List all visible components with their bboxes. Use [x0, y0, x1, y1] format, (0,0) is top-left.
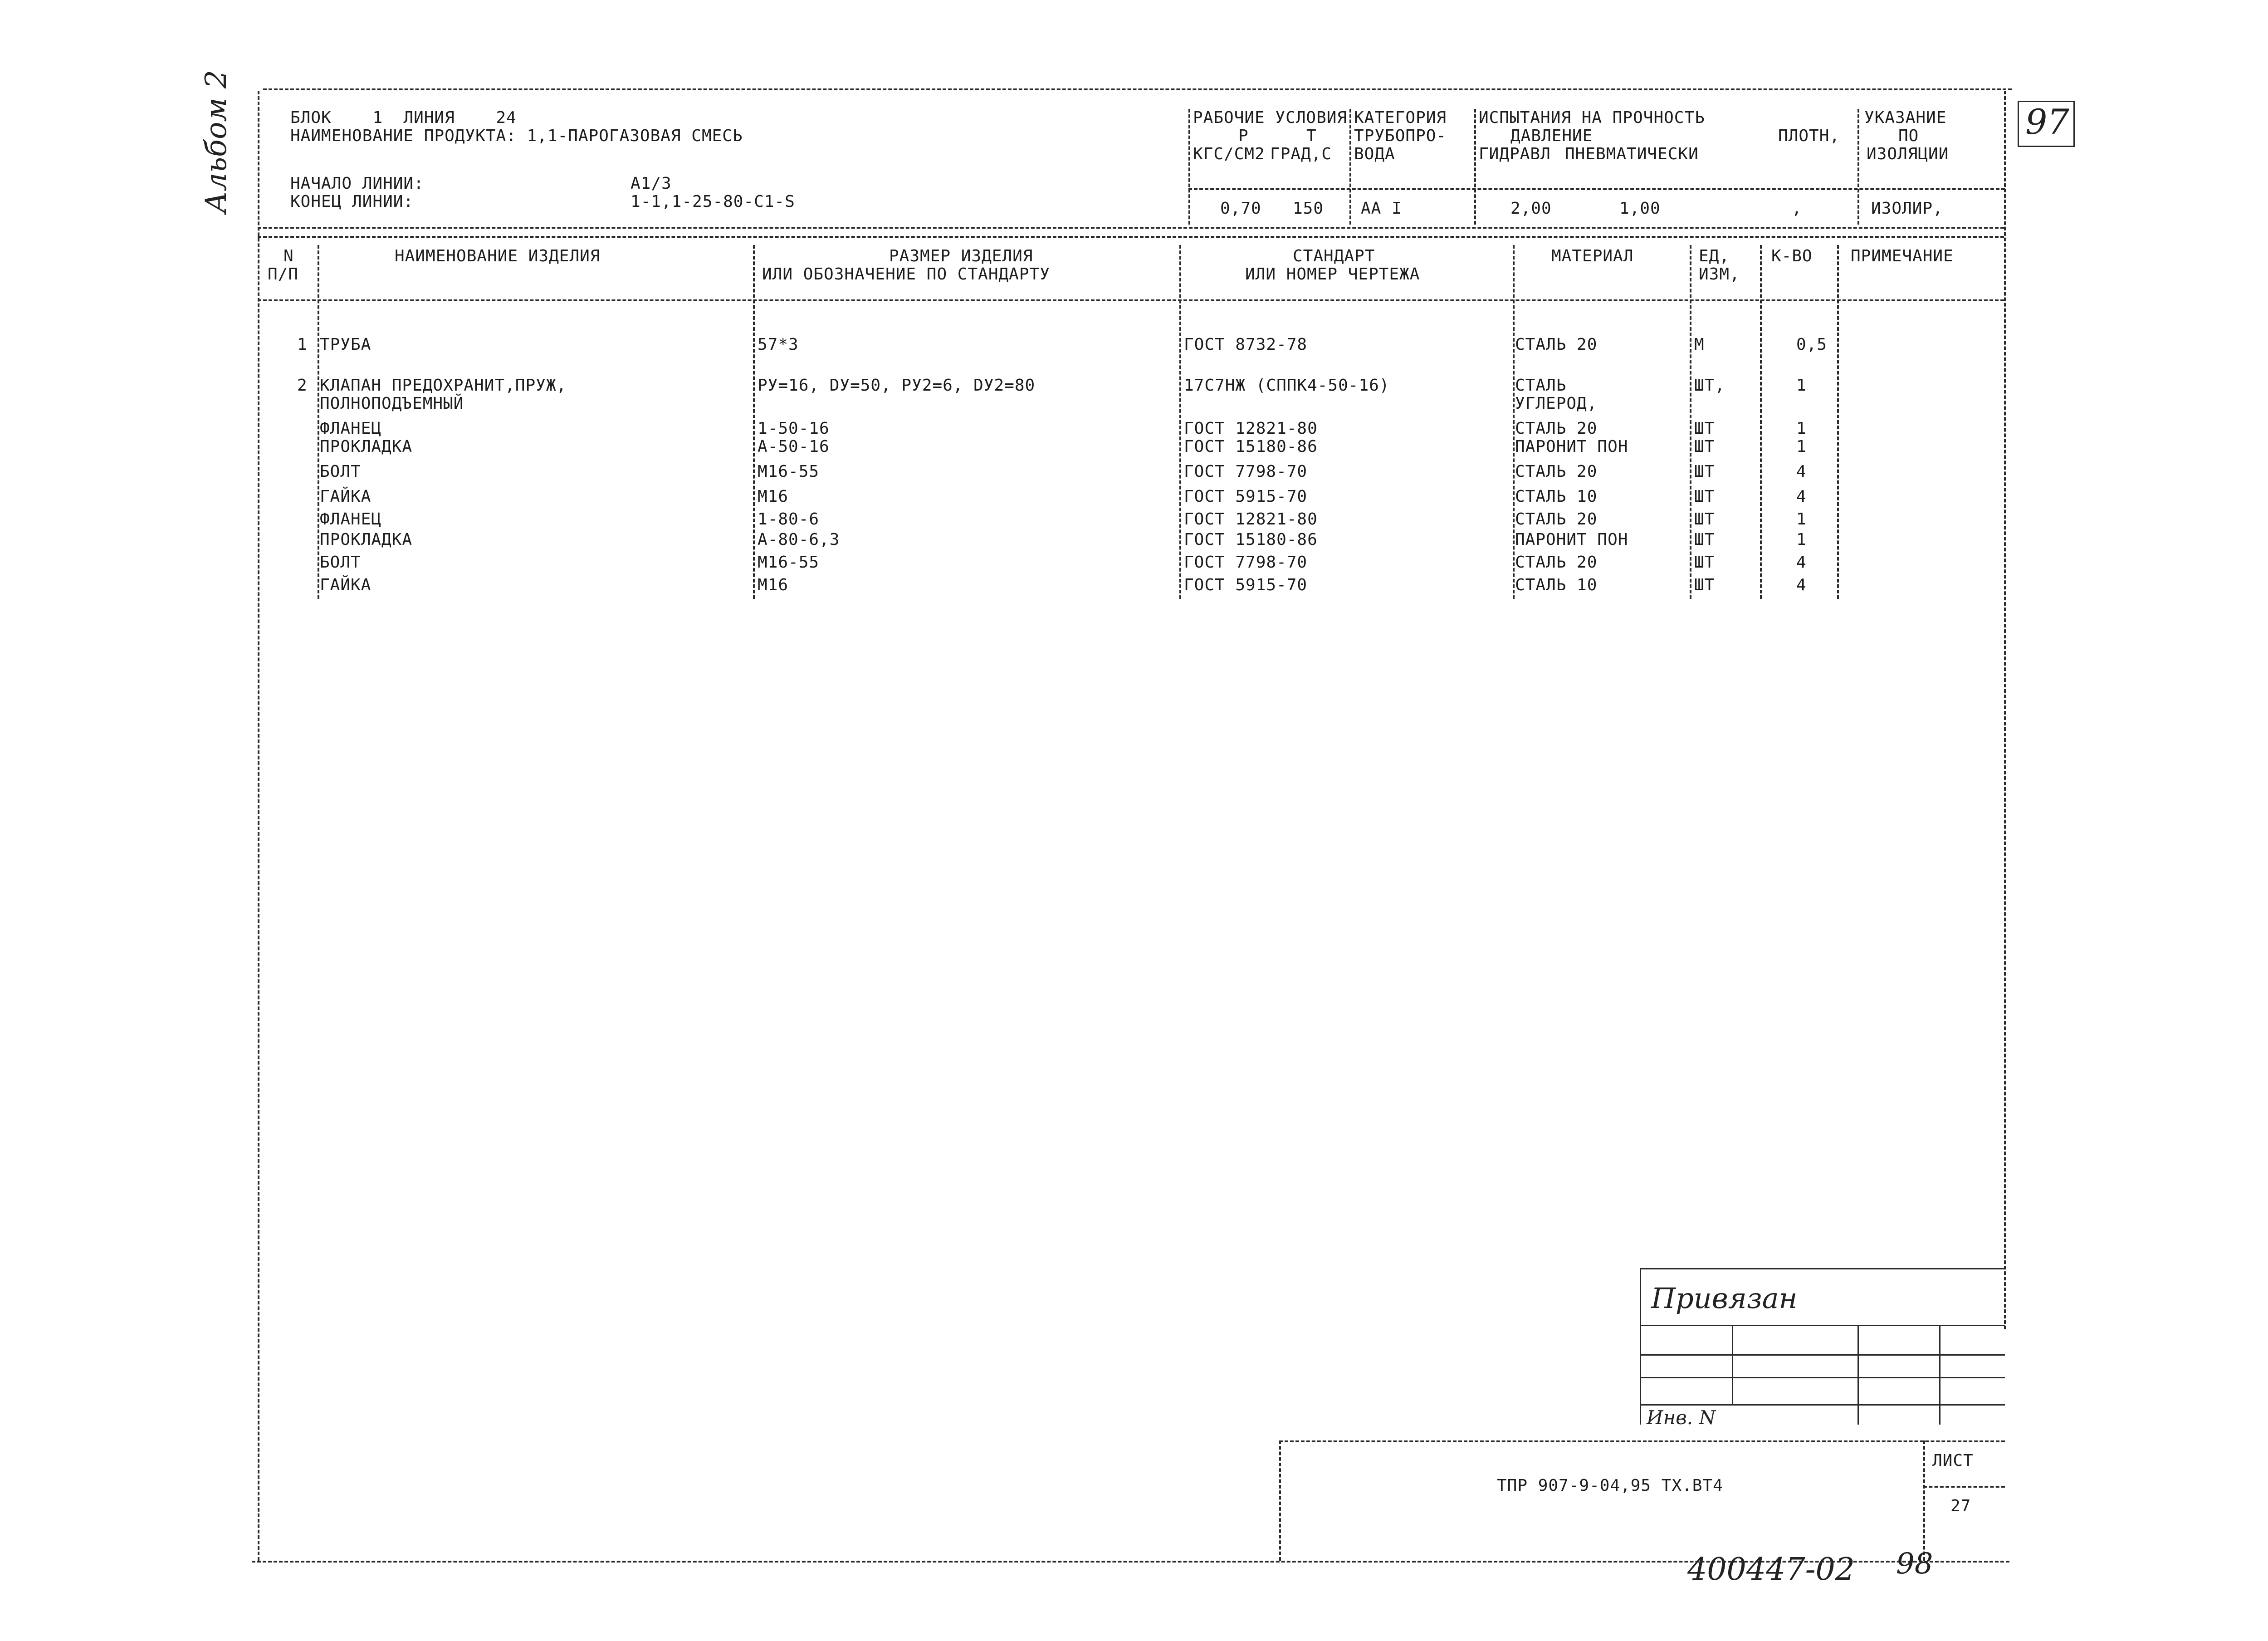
cond-sep-3	[1474, 109, 1476, 225]
item-material: СТАЛЬ 20	[1515, 462, 1598, 481]
item-qty: 1	[1796, 530, 1807, 549]
cond-sub-dens: ПЛОТН,	[1778, 127, 1840, 145]
item-name: ГАЙКА	[320, 487, 371, 506]
cond-sep-4	[1857, 109, 1859, 225]
stamp-row-2	[1640, 1354, 2005, 1356]
item-material: ПАРОНИТ ПОН	[1515, 530, 1628, 549]
row-number: 1	[297, 335, 308, 354]
col-header-std: СТАНДАРТ	[1293, 247, 1375, 265]
item-name: БОЛТ	[320, 553, 361, 572]
footer-handwritten-code: 400447-02	[1687, 1552, 1855, 1587]
item-standard: ГОСТ 8732-78	[1184, 335, 1308, 354]
cond-title-test: ИСПЫТАНИЯ НА ПРОЧНОСТЬ	[1479, 108, 1705, 127]
item-name: ГАЙКА	[320, 576, 371, 594]
footer-page-number: 98	[1896, 1547, 1933, 1581]
col-header-size-2: ИЛИ ОБОЗНАЧЕНИЕ ПО СТАНДАРТУ	[762, 265, 1050, 284]
cond-sub-pressure: ДАВЛЕНИЕ	[1510, 127, 1593, 145]
item-unit: ШТ	[1694, 437, 1715, 456]
cond-value-hyd: 2,00	[1510, 199, 1552, 218]
cond-value-p: 0,70	[1220, 199, 1261, 218]
cond-unit-insul: ИЗОЛЯЦИИ	[1867, 145, 1949, 163]
item-material: СТАЛЬ 20	[1515, 419, 1598, 438]
columns-bottom-line	[258, 299, 2004, 301]
header-product-name: НАИМЕНОВАНИЕ ПРОДУКТА: 1,1-ПАРОГАЗОВАЯ СМЕСЬ	[290, 127, 743, 145]
item-standard: 17С7НЖ (СППК4-50-16)	[1184, 376, 1390, 395]
cond-value-cat: АА I	[1361, 199, 1402, 218]
title-block-sheet-line	[1923, 1486, 2005, 1488]
item-size: А-80-6,3	[758, 530, 840, 549]
item-size: М16	[758, 487, 789, 506]
col-sep-unit	[1760, 245, 1762, 599]
cond-title-insul: УКАЗАНИЕ	[1864, 108, 1947, 127]
item-standard: ГОСТ 15180-86	[1184, 437, 1318, 456]
item-size: 57*3	[758, 335, 799, 354]
item-size: 1-50-16	[758, 419, 830, 438]
row-number: 2	[297, 376, 308, 395]
sheet-number: 27	[1950, 1497, 1971, 1515]
item-unit: ШТ	[1694, 510, 1715, 529]
item-name: ПОЛНОПОДЪЕМНЫЙ	[320, 394, 464, 413]
item-name: БОЛТ	[320, 462, 361, 481]
col-header-std-2: ИЛИ НОМЕР ЧЕРТЕЖА	[1245, 265, 1420, 284]
cond-title-work: РАБОЧИЕ УСЛОВИЯ	[1193, 108, 1348, 127]
stamp-inv-label: Инв. N	[1647, 1406, 1716, 1429]
item-qty: 1	[1796, 510, 1807, 529]
cond-value-insul: ИЗОЛИР,	[1871, 199, 1943, 218]
header-start-label: НАЧАЛО ЛИНИИ:	[290, 174, 424, 193]
item-standard: ГОСТ 5915-70	[1184, 576, 1308, 594]
item-material: СТАЛЬ 20	[1515, 335, 1598, 354]
item-standard: ГОСТ 12821-80	[1184, 510, 1318, 529]
stamp-row-1	[1640, 1325, 2005, 1326]
header-end-value: 1-1,1-25-80-С1-S	[631, 192, 795, 211]
header-end-label: КОНЕЦ ЛИНИИ:	[290, 192, 414, 211]
cond-unit-pn: ПНЕВМАТИЧЕСКИ	[1565, 145, 1699, 163]
item-qty: 1	[1796, 376, 1807, 395]
cond-value-t: 150	[1293, 199, 1324, 218]
item-qty: 4	[1796, 462, 1807, 481]
title-block-top	[1279, 1440, 2005, 1442]
stamp-bound-label: Привязан	[1651, 1282, 1798, 1315]
cond-sep-2	[1349, 109, 1351, 225]
col-header-size: РАЗМЕР ИЗДЕЛИЯ	[889, 247, 1033, 265]
item-unit: ШТ	[1694, 553, 1715, 572]
header-block-line: БЛОК 1 ЛИНИЯ 24	[290, 108, 517, 127]
item-size: М16-55	[758, 462, 820, 481]
item-qty: 4	[1796, 553, 1807, 572]
item-name: ПРОКЛАДКА	[320, 530, 413, 549]
item-size: М16	[758, 576, 789, 594]
album-note: Альбом 2	[200, 70, 233, 213]
cond-sep-1	[1188, 109, 1190, 225]
item-material: УГЛЕРОД,	[1515, 394, 1598, 413]
sheet-label: ЛИСТ	[1932, 1451, 1974, 1470]
item-material: СТАЛЬ 20	[1515, 510, 1598, 529]
item-qty: 4	[1796, 576, 1807, 594]
item-name: КЛАПАН ПРЕДОХРАНИТ,ПРУЖ,	[320, 376, 567, 395]
col-header-note: ПРИМЕЧАНИЕ	[1851, 247, 1954, 265]
col-header-num-2: П/П	[268, 265, 299, 284]
cond-unit-p: КГС/СМ2	[1193, 145, 1265, 163]
cond-value-dens: ,	[1792, 199, 1802, 218]
sheet-stamp-number: 97	[2025, 102, 2069, 142]
col-header-name: НАИМЕНОВАНИЕ ИЗДЕЛИЯ	[395, 247, 601, 265]
stamp-row-3	[1640, 1377, 2005, 1378]
title-block-sheet-sep	[1923, 1440, 1925, 1561]
cond-value-pn: 1,00	[1619, 199, 1661, 218]
title-block-left	[1279, 1440, 1281, 1561]
header-bottom-line	[258, 227, 2004, 229]
item-material: СТАЛЬ 10	[1515, 487, 1598, 506]
stamp-col-3	[1939, 1325, 1941, 1425]
col-header-unit-2: ИЗМ,	[1699, 265, 1740, 284]
col-header-num: N	[284, 247, 294, 265]
cond-sub-p: Р	[1238, 127, 1249, 145]
item-unit: ШТ	[1694, 530, 1715, 549]
stamp-top	[1640, 1268, 2005, 1269]
header-start-value: А1/3	[631, 174, 672, 193]
cond-title-cat: КАТЕГОРИЯ	[1354, 108, 1447, 127]
col-sep-name	[753, 245, 755, 599]
cond-sub-pipe: ТРУБОПРО-	[1354, 127, 1447, 145]
col-header-unit: ЕД,	[1699, 247, 1730, 265]
item-standard: ГОСТ 7798-70	[1184, 462, 1308, 481]
col-header-qty: К-ВО	[1771, 247, 1813, 265]
columns-top-line	[258, 236, 2004, 238]
cond-sub-t: Т	[1306, 127, 1317, 145]
item-qty: 4	[1796, 487, 1807, 506]
item-qty: 1	[1796, 437, 1807, 456]
item-qty: 1	[1796, 419, 1807, 438]
item-unit: ШТ	[1694, 419, 1715, 438]
item-unit: ШТ	[1694, 576, 1715, 594]
cond-unit-t: ГРАД,С	[1270, 145, 1332, 163]
item-unit: ШТ,	[1694, 376, 1725, 395]
stamp-left	[1640, 1268, 1641, 1425]
item-standard: ГОСТ 15180-86	[1184, 530, 1318, 549]
col-sep-mat	[1690, 245, 1691, 599]
item-unit: ШТ	[1694, 462, 1715, 481]
item-size: А-50-16	[758, 437, 830, 456]
document-code: ТПР 907-9-04,95 ТХ.ВТ4	[1497, 1476, 1723, 1495]
item-material: СТАЛЬ	[1515, 376, 1567, 395]
stamp-row-4	[1640, 1404, 2005, 1406]
col-header-material: МАТЕРИАЛ	[1551, 247, 1634, 265]
item-size: 1-80-6	[758, 510, 820, 529]
col-sep-std	[1513, 245, 1515, 599]
item-material: СТАЛЬ 10	[1515, 576, 1598, 594]
item-unit: М	[1694, 335, 1705, 354]
item-standard: ГОСТ 12821-80	[1184, 419, 1318, 438]
frame-left	[258, 91, 259, 1561]
col-sep-num	[318, 245, 319, 599]
header-mid-line	[1188, 188, 2005, 190]
cond-unit-hyd: ГИДРАВЛ	[1479, 145, 1551, 163]
item-standard: ГОСТ 5915-70	[1184, 487, 1308, 506]
item-name: ФЛАНЕЦ	[320, 419, 382, 438]
item-unit: ШТ	[1694, 487, 1715, 506]
stamp-col-2	[1857, 1325, 1859, 1425]
item-material: ПАРОНИТ ПОН	[1515, 437, 1628, 456]
item-size: М16-55	[758, 553, 820, 572]
cond-sub-po: ПО	[1898, 127, 1919, 145]
item-qty: 0,5	[1796, 335, 1828, 354]
item-size: PУ=16, DУ=50, PУ2=6, DУ2=80	[758, 376, 1036, 395]
cond-unit-pipe: ВОДА	[1354, 145, 1395, 163]
frame-right	[2004, 91, 2006, 1329]
item-name: ФЛАНЕЦ	[320, 510, 382, 529]
item-name: ПРОКЛАДКА	[320, 437, 413, 456]
item-material: СТАЛЬ 20	[1515, 553, 1598, 572]
item-standard: ГОСТ 7798-70	[1184, 553, 1308, 572]
col-sep-qty	[1837, 245, 1839, 599]
stamp-col-1	[1732, 1325, 1733, 1404]
col-sep-size	[1179, 245, 1181, 599]
frame-top	[263, 88, 2012, 90]
item-name: ТРУБА	[320, 335, 371, 354]
